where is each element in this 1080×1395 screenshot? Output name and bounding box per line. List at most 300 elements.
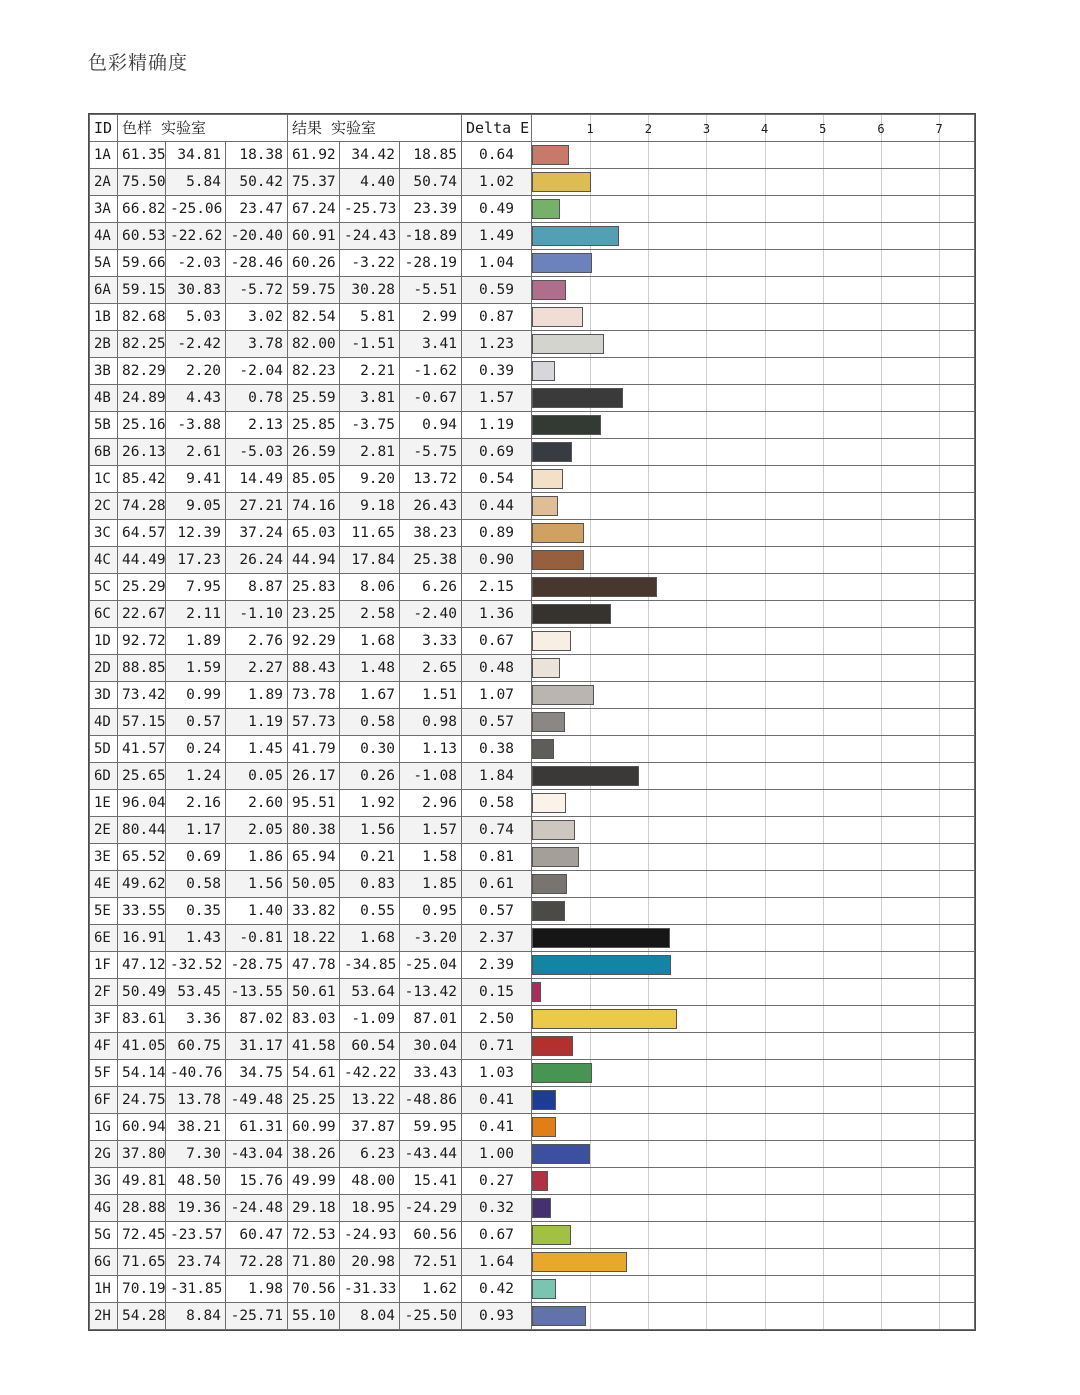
axis-gridline bbox=[823, 1222, 824, 1248]
cell-id: 2D bbox=[90, 655, 118, 682]
cell-sample-2: -5.72 bbox=[226, 277, 288, 304]
axis-gridline bbox=[706, 898, 707, 924]
cell-sample-1: -23.57 bbox=[166, 1222, 226, 1249]
delta-e-bar bbox=[532, 1063, 592, 1083]
cell-sample-1: 1.59 bbox=[166, 655, 226, 682]
axis-gridline bbox=[765, 844, 766, 870]
delta-e-bar bbox=[532, 739, 554, 759]
cell-result-0: 26.17 bbox=[288, 763, 340, 790]
axis-gridline bbox=[648, 223, 649, 249]
axis-gridline bbox=[881, 493, 882, 519]
axis-gridline bbox=[881, 817, 882, 843]
axis-gridline bbox=[706, 169, 707, 195]
cell-sample-1: 5.03 bbox=[166, 304, 226, 331]
cell-result-0: 44.94 bbox=[288, 547, 340, 574]
table-header-row bbox=[90, 115, 975, 142]
table-row bbox=[90, 439, 975, 466]
cell-result-1: -25.73 bbox=[340, 196, 400, 223]
cell-delta-e-bar bbox=[532, 628, 975, 655]
cell-delta-e: 2.15 bbox=[462, 574, 532, 601]
cell-result-0: 67.24 bbox=[288, 196, 340, 223]
axis-gridline bbox=[881, 1141, 882, 1167]
cell-sample-0: 25.16 bbox=[118, 412, 166, 439]
axis-gridline bbox=[590, 844, 591, 870]
cell-sample-2: -1.10 bbox=[226, 601, 288, 628]
axis-gridline bbox=[881, 331, 882, 357]
cell-delta-e-bar bbox=[532, 358, 975, 385]
cell-result-0: 82.23 bbox=[288, 358, 340, 385]
axis-gridline bbox=[881, 601, 882, 627]
cell-sample-2: 2.27 bbox=[226, 655, 288, 682]
cell-result-2: 2.65 bbox=[400, 655, 462, 682]
cell-result-1: -24.93 bbox=[340, 1222, 400, 1249]
cell-result-2: 6.26 bbox=[400, 574, 462, 601]
delta-e-bar bbox=[532, 415, 601, 435]
cell-result-1: -24.43 bbox=[340, 223, 400, 250]
axis-gridline bbox=[939, 628, 940, 654]
axis-gridline bbox=[939, 898, 940, 924]
axis-gridline bbox=[823, 1033, 824, 1059]
cell-sample-2: 72.28 bbox=[226, 1249, 288, 1276]
axis-gridline bbox=[765, 1060, 766, 1086]
cell-delta-e-bar bbox=[532, 1087, 975, 1114]
cell-delta-e: 0.61 bbox=[462, 871, 532, 898]
cell-result-1: 2.58 bbox=[340, 601, 400, 628]
axis-gridline bbox=[648, 1222, 649, 1248]
axis-gridline bbox=[590, 979, 591, 1005]
cell-sample-2: 2.05 bbox=[226, 817, 288, 844]
cell-result-1: 1.56 bbox=[340, 817, 400, 844]
axis-gridline bbox=[765, 1114, 766, 1140]
cell-sample-0: 57.15 bbox=[118, 709, 166, 736]
axis-gridline bbox=[706, 250, 707, 276]
axis-gridline bbox=[881, 196, 882, 222]
cell-sample-0: 59.66 bbox=[118, 250, 166, 277]
axis-tick-label: 1 bbox=[586, 122, 594, 136]
axis-gridline bbox=[706, 1141, 707, 1167]
axis-gridline bbox=[939, 547, 940, 573]
axis-gridline bbox=[881, 952, 882, 978]
cell-sample-2: 1.40 bbox=[226, 898, 288, 925]
cell-sample-1: 0.58 bbox=[166, 871, 226, 898]
delta-e-bar bbox=[532, 307, 583, 327]
axis-gridline bbox=[823, 493, 824, 519]
axis-gridline bbox=[765, 682, 766, 708]
cell-result-1: 1.48 bbox=[340, 655, 400, 682]
axis-gridline bbox=[648, 1114, 649, 1140]
cell-result-2: 1.62 bbox=[400, 1276, 462, 1303]
axis-gridline bbox=[823, 358, 824, 384]
axis-gridline bbox=[939, 223, 940, 249]
table-row bbox=[90, 466, 975, 493]
table-row bbox=[90, 1087, 975, 1114]
axis-gridline bbox=[881, 898, 882, 924]
axis-gridline bbox=[823, 682, 824, 708]
cell-result-0: 25.59 bbox=[288, 385, 340, 412]
table-row bbox=[90, 1195, 975, 1222]
cell-id: 4G bbox=[90, 1195, 118, 1222]
cell-result-1: 0.83 bbox=[340, 871, 400, 898]
axis-gridline bbox=[765, 1249, 766, 1275]
cell-result-1: 13.22 bbox=[340, 1087, 400, 1114]
axis-gridline bbox=[706, 655, 707, 681]
cell-sample-0: 41.57 bbox=[118, 736, 166, 763]
cell-sample-0: 92.72 bbox=[118, 628, 166, 655]
cell-sample-1: 9.05 bbox=[166, 493, 226, 520]
axis-gridline bbox=[939, 601, 940, 627]
cell-sample-2: 3.78 bbox=[226, 331, 288, 358]
axis-gridline bbox=[590, 898, 591, 924]
cell-result-1: 30.28 bbox=[340, 277, 400, 304]
cell-sample-1: 7.95 bbox=[166, 574, 226, 601]
axis-gridline bbox=[648, 1033, 649, 1059]
axis-gridline bbox=[765, 439, 766, 465]
cell-result-0: 71.80 bbox=[288, 1249, 340, 1276]
cell-delta-e-bar bbox=[532, 763, 975, 790]
cell-result-0: 60.99 bbox=[288, 1114, 340, 1141]
cell-id: 1E bbox=[90, 790, 118, 817]
cell-result-0: 74.16 bbox=[288, 493, 340, 520]
cell-result-2: 23.39 bbox=[400, 196, 462, 223]
cell-sample-2: 61.31 bbox=[226, 1114, 288, 1141]
axis-gridline bbox=[590, 736, 591, 762]
cell-sample-1: 9.41 bbox=[166, 466, 226, 493]
cell-delta-e: 1.23 bbox=[462, 331, 532, 358]
axis-gridline bbox=[939, 979, 940, 1005]
cell-result-1: 11.65 bbox=[340, 520, 400, 547]
axis-gridline bbox=[706, 1060, 707, 1086]
delta-e-bar bbox=[532, 577, 657, 597]
cell-id: 3B bbox=[90, 358, 118, 385]
cell-result-0: 33.82 bbox=[288, 898, 340, 925]
delta-e-bar bbox=[532, 631, 571, 651]
cell-delta-e-bar bbox=[532, 304, 975, 331]
cell-delta-e-bar bbox=[532, 412, 975, 439]
axis-gridline bbox=[881, 844, 882, 870]
axis-gridline bbox=[590, 655, 591, 681]
cell-sample-2: 8.87 bbox=[226, 574, 288, 601]
cell-result-0: 41.79 bbox=[288, 736, 340, 763]
cell-result-0: 80.38 bbox=[288, 817, 340, 844]
cell-result-2: -24.29 bbox=[400, 1195, 462, 1222]
axis-gridline bbox=[881, 1222, 882, 1248]
axis-gridline bbox=[706, 520, 707, 546]
cell-delta-e: 0.58 bbox=[462, 790, 532, 817]
cell-result-2: -25.50 bbox=[400, 1303, 462, 1330]
cell-sample-1: -22.62 bbox=[166, 223, 226, 250]
cell-result-2: 1.13 bbox=[400, 736, 462, 763]
delta-e-bar bbox=[532, 847, 579, 867]
cell-delta-e-bar bbox=[532, 1141, 975, 1168]
cell-delta-e-bar bbox=[532, 925, 975, 952]
cell-result-2: 50.74 bbox=[400, 169, 462, 196]
cell-delta-e-bar bbox=[532, 1168, 975, 1195]
cell-result-2: 13.72 bbox=[400, 466, 462, 493]
axis-gridline bbox=[765, 1222, 766, 1248]
cell-result-0: 75.37 bbox=[288, 169, 340, 196]
axis-gridline bbox=[939, 196, 940, 222]
cell-delta-e: 2.50 bbox=[462, 1006, 532, 1033]
cell-delta-e-bar bbox=[532, 1303, 975, 1330]
axis-gridline bbox=[939, 331, 940, 357]
delta-e-bar bbox=[532, 1252, 627, 1272]
axis-gridline bbox=[881, 1168, 882, 1194]
axis-gridline bbox=[590, 547, 591, 573]
axis-gridline bbox=[881, 979, 882, 1005]
table-row bbox=[90, 709, 975, 736]
cell-sample-2: -0.81 bbox=[226, 925, 288, 952]
axis-gridline bbox=[881, 277, 882, 303]
axis-gridline bbox=[648, 871, 649, 897]
axis-gridline bbox=[939, 412, 940, 438]
cell-result-0: 85.05 bbox=[288, 466, 340, 493]
cell-sample-2: -43.04 bbox=[226, 1141, 288, 1168]
table-row bbox=[90, 763, 975, 790]
delta-e-bar bbox=[532, 901, 565, 921]
axis-gridline bbox=[939, 1195, 940, 1221]
axis-gridline bbox=[706, 1222, 707, 1248]
axis-gridline bbox=[823, 709, 824, 735]
cell-delta-e: 1.04 bbox=[462, 250, 532, 277]
axis-gridline bbox=[590, 1114, 591, 1140]
axis-gridline bbox=[881, 412, 882, 438]
delta-e-bar bbox=[532, 388, 623, 408]
axis-gridline bbox=[881, 547, 882, 573]
cell-sample-0: 65.52 bbox=[118, 844, 166, 871]
delta-e-bar bbox=[532, 1171, 548, 1191]
axis-gridline bbox=[706, 574, 707, 600]
axis-gridline bbox=[590, 709, 591, 735]
cell-delta-e: 0.54 bbox=[462, 466, 532, 493]
axis-gridline bbox=[881, 1303, 882, 1329]
delta-e-bar bbox=[532, 955, 671, 975]
axis-gridline bbox=[823, 223, 824, 249]
axis-gridline bbox=[648, 277, 649, 303]
axis-gridline bbox=[939, 844, 940, 870]
cell-id: 4B bbox=[90, 385, 118, 412]
cell-delta-e-bar bbox=[532, 385, 975, 412]
cell-sample-1: -2.03 bbox=[166, 250, 226, 277]
axis-gridline bbox=[823, 1168, 824, 1194]
cell-result-1: 9.20 bbox=[340, 466, 400, 493]
cell-result-1: -1.51 bbox=[340, 331, 400, 358]
cell-result-2: -5.51 bbox=[400, 277, 462, 304]
axis-gridline bbox=[590, 493, 591, 519]
cell-delta-e: 0.41 bbox=[462, 1087, 532, 1114]
cell-result-1: 8.04 bbox=[340, 1303, 400, 1330]
cell-id: 6E bbox=[90, 925, 118, 952]
delta-e-bar bbox=[532, 820, 575, 840]
cell-sample-1: 30.83 bbox=[166, 277, 226, 304]
cell-sample-1: -3.88 bbox=[166, 412, 226, 439]
cell-id: 1F bbox=[90, 952, 118, 979]
axis-gridline bbox=[823, 601, 824, 627]
cell-id: 2G bbox=[90, 1141, 118, 1168]
cell-sample-1: 2.11 bbox=[166, 601, 226, 628]
delta-e-bar bbox=[532, 253, 592, 273]
cell-sample-2: 87.02 bbox=[226, 1006, 288, 1033]
axis-gridline bbox=[881, 1006, 882, 1032]
cell-sample-1: 4.43 bbox=[166, 385, 226, 412]
delta-e-bar bbox=[532, 361, 555, 381]
cell-sample-2: 1.98 bbox=[226, 1276, 288, 1303]
cell-sample-1: 34.81 bbox=[166, 142, 226, 169]
cell-result-2: -1.08 bbox=[400, 763, 462, 790]
axis-gridline bbox=[765, 601, 766, 627]
cell-delta-e: 0.67 bbox=[462, 628, 532, 655]
cell-result-1: -34.85 bbox=[340, 952, 400, 979]
cell-result-1: 3.81 bbox=[340, 385, 400, 412]
axis-gridline bbox=[939, 1060, 940, 1086]
delta-e-bar bbox=[532, 172, 591, 192]
cell-sample-0: 82.29 bbox=[118, 358, 166, 385]
axis-gridline bbox=[706, 763, 707, 789]
axis-gridline bbox=[706, 1195, 707, 1221]
cell-delta-e-bar bbox=[532, 250, 975, 277]
axis-gridline bbox=[590, 1195, 591, 1221]
cell-id: 2E bbox=[90, 817, 118, 844]
axis-gridline bbox=[648, 169, 649, 195]
cell-result-0: 41.58 bbox=[288, 1033, 340, 1060]
axis-gridline bbox=[939, 682, 940, 708]
cell-delta-e-bar bbox=[532, 196, 975, 223]
axis-gridline bbox=[765, 412, 766, 438]
cell-sample-0: 73.42 bbox=[118, 682, 166, 709]
axis-tick-label: 5 bbox=[819, 122, 827, 136]
axis-gridline bbox=[765, 1033, 766, 1059]
delta-e-bar bbox=[532, 1306, 586, 1326]
axis-gridline bbox=[590, 1087, 591, 1113]
cell-result-2: -2.40 bbox=[400, 601, 462, 628]
axis-gridline bbox=[648, 979, 649, 1005]
cell-sample-0: 82.25 bbox=[118, 331, 166, 358]
axis-gridline bbox=[765, 1303, 766, 1329]
cell-delta-e-bar bbox=[532, 1276, 975, 1303]
table-row bbox=[90, 817, 975, 844]
cell-delta-e-bar bbox=[532, 871, 975, 898]
cell-sample-1: 0.57 bbox=[166, 709, 226, 736]
axis-gridline bbox=[823, 1249, 824, 1275]
cell-id: 4D bbox=[90, 709, 118, 736]
cell-result-1: 48.00 bbox=[340, 1168, 400, 1195]
table-row bbox=[90, 601, 975, 628]
axis-gridline bbox=[706, 439, 707, 465]
cell-sample-2: 1.45 bbox=[226, 736, 288, 763]
axis-gridline bbox=[881, 763, 882, 789]
cell-sample-0: 75.50 bbox=[118, 169, 166, 196]
cell-delta-e-bar bbox=[532, 709, 975, 736]
cell-id: 2A bbox=[90, 169, 118, 196]
axis-gridline bbox=[823, 277, 824, 303]
cell-delta-e-bar bbox=[532, 1114, 975, 1141]
axis-gridline bbox=[648, 1141, 649, 1167]
axis-gridline bbox=[881, 682, 882, 708]
axis-gridline bbox=[881, 520, 882, 546]
cell-sample-1: 17.23 bbox=[166, 547, 226, 574]
cell-result-2: 87.01 bbox=[400, 1006, 462, 1033]
cell-sample-0: 24.89 bbox=[118, 385, 166, 412]
cell-id: 3A bbox=[90, 196, 118, 223]
axis-gridline bbox=[590, 466, 591, 492]
cell-result-2: 33.43 bbox=[400, 1060, 462, 1087]
cell-result-1: 0.21 bbox=[340, 844, 400, 871]
axis-gridline bbox=[939, 574, 940, 600]
cell-id: 1A bbox=[90, 142, 118, 169]
cell-delta-e: 0.57 bbox=[462, 898, 532, 925]
delta-e-bar bbox=[532, 1009, 677, 1029]
cell-id: 4E bbox=[90, 871, 118, 898]
cell-sample-2: 26.24 bbox=[226, 547, 288, 574]
cell-sample-1: 5.84 bbox=[166, 169, 226, 196]
axis-gridline bbox=[939, 1141, 940, 1167]
axis-gridline bbox=[590, 1222, 591, 1248]
table-row bbox=[90, 655, 975, 682]
cell-result-0: 38.26 bbox=[288, 1141, 340, 1168]
table-row bbox=[90, 736, 975, 763]
axis-gridline bbox=[765, 898, 766, 924]
table-row bbox=[90, 169, 975, 196]
axis-gridline bbox=[823, 250, 824, 276]
axis-gridline bbox=[590, 142, 591, 168]
axis-gridline bbox=[706, 331, 707, 357]
axis-gridline bbox=[939, 952, 940, 978]
axis-gridline bbox=[881, 790, 882, 816]
cell-result-1: 0.30 bbox=[340, 736, 400, 763]
cell-id: 6C bbox=[90, 601, 118, 628]
axis-gridline bbox=[648, 844, 649, 870]
axis-gridline bbox=[881, 1195, 882, 1221]
axis-gridline bbox=[765, 1276, 766, 1302]
cell-result-2: 1.85 bbox=[400, 871, 462, 898]
cell-result-0: 92.29 bbox=[288, 628, 340, 655]
cell-result-1: 1.67 bbox=[340, 682, 400, 709]
delta-e-bar bbox=[532, 523, 584, 543]
cell-sample-1: 12.39 bbox=[166, 520, 226, 547]
axis-gridline bbox=[765, 385, 766, 411]
axis-gridline bbox=[765, 709, 766, 735]
cell-result-2: 60.56 bbox=[400, 1222, 462, 1249]
table-row bbox=[90, 385, 975, 412]
axis-gridline bbox=[823, 1195, 824, 1221]
table-row bbox=[90, 520, 975, 547]
cell-result-2: -13.42 bbox=[400, 979, 462, 1006]
cell-sample-1: 1.24 bbox=[166, 763, 226, 790]
cell-delta-e: 1.57 bbox=[462, 385, 532, 412]
axis-gridline bbox=[765, 574, 766, 600]
axis-gridline bbox=[590, 871, 591, 897]
axis-gridline bbox=[881, 736, 882, 762]
axis-gridline bbox=[765, 871, 766, 897]
header-delta-e: Delta E bbox=[462, 115, 532, 142]
axis-gridline bbox=[648, 1195, 649, 1221]
cell-result-2: -5.75 bbox=[400, 439, 462, 466]
axis-gridline bbox=[939, 790, 940, 816]
table-row bbox=[90, 925, 975, 952]
cell-sample-2: 1.19 bbox=[226, 709, 288, 736]
axis-gridline bbox=[881, 1276, 882, 1302]
axis-tick-label: 2 bbox=[644, 122, 652, 136]
cell-delta-e-bar bbox=[532, 682, 975, 709]
cell-sample-1: 0.69 bbox=[166, 844, 226, 871]
cell-sample-1: 13.78 bbox=[166, 1087, 226, 1114]
axis-gridline bbox=[706, 196, 707, 222]
axis-gridline bbox=[823, 817, 824, 843]
cell-sample-0: 80.44 bbox=[118, 817, 166, 844]
cell-delta-e-bar bbox=[532, 817, 975, 844]
axis-gridline bbox=[939, 1303, 940, 1329]
cell-result-2: 1.51 bbox=[400, 682, 462, 709]
table-row bbox=[90, 790, 975, 817]
